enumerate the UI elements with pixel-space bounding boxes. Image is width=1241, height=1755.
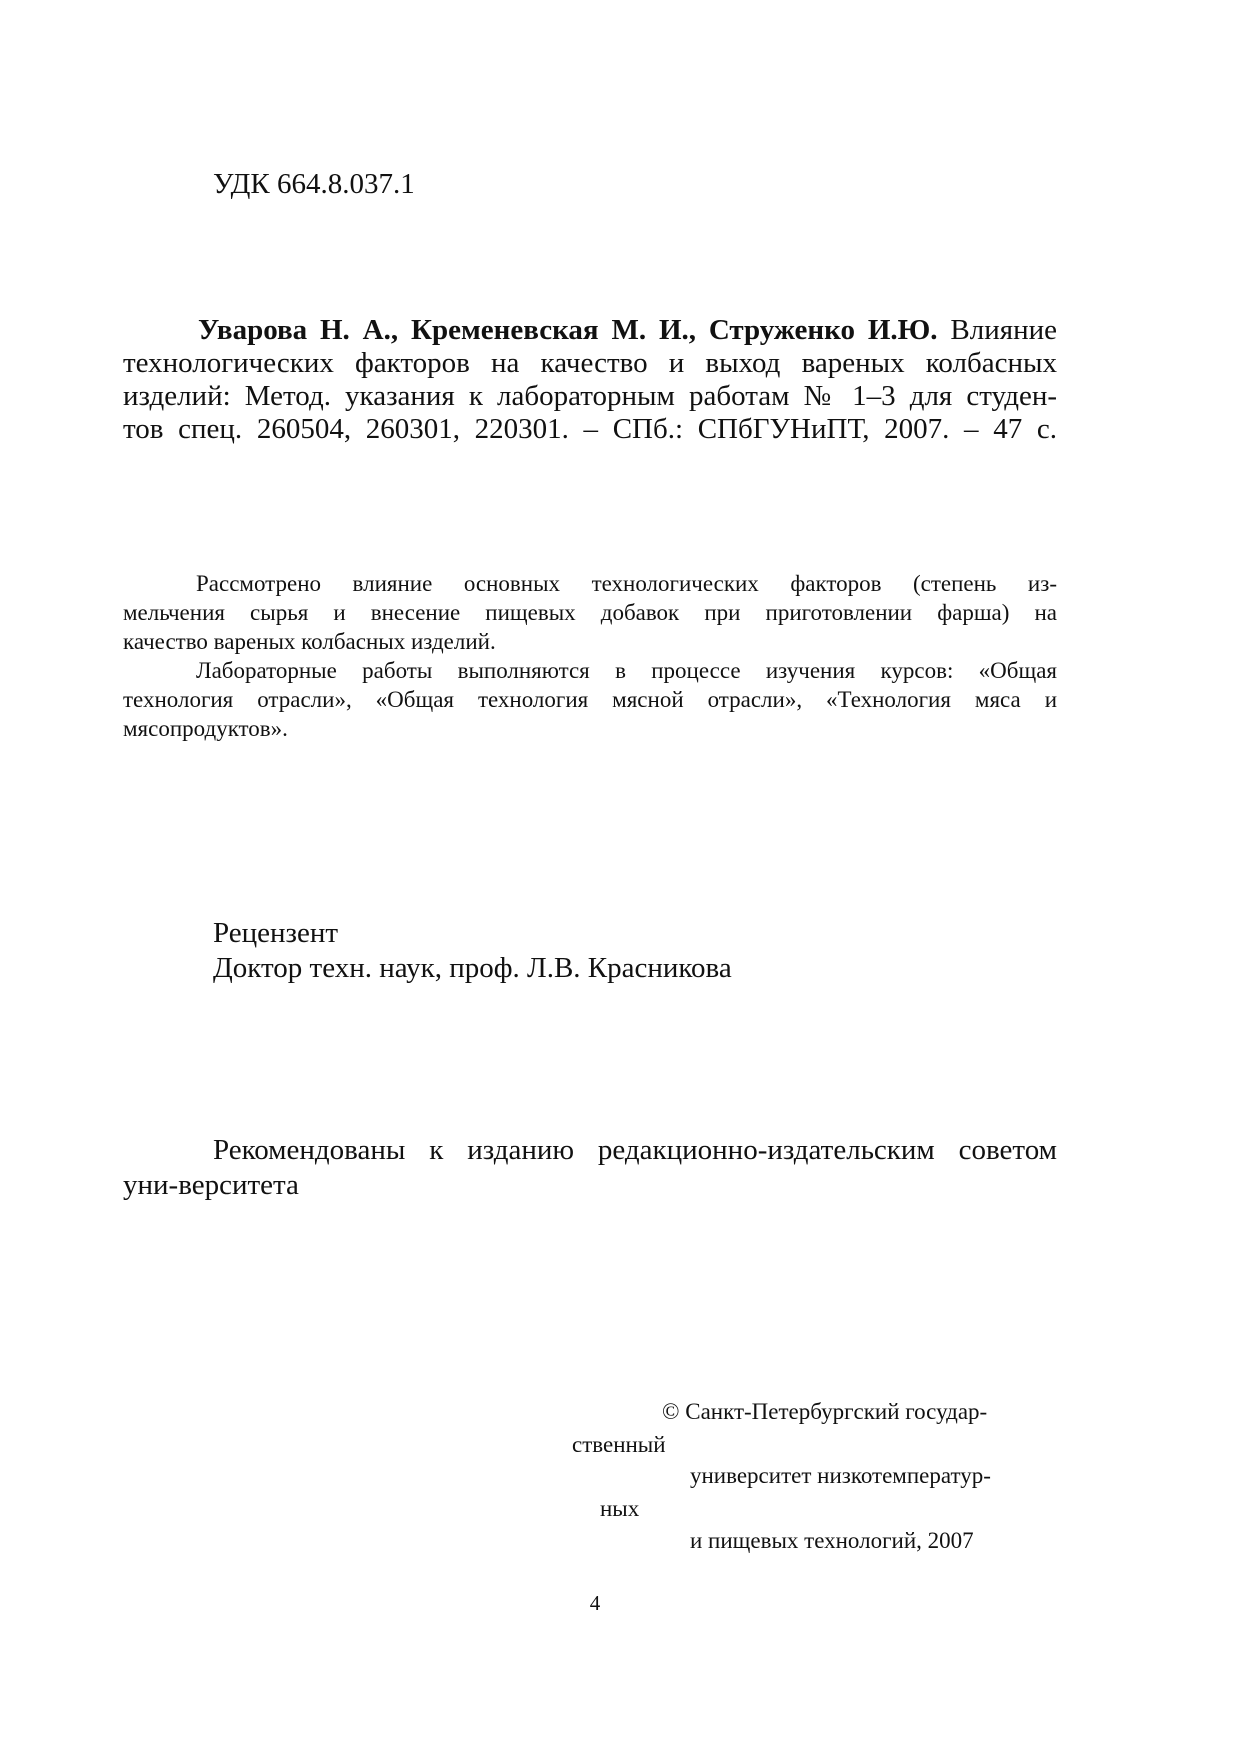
abstract-line: мясопродуктов». <box>123 716 288 741</box>
reviewer-block <box>213 917 732 985</box>
citation-line-4: тов спец. 260504, 260301, 220301. – СПб.: СПбГУНиПТ, 2007. – 47 с. <box>123 413 1057 445</box>
copyright-line-3: университет низкотемператур- <box>690 1463 991 1488</box>
abstract-line: Лабораторные работы выполняются в процессе изучения курсов: «Общая <box>196 658 1057 683</box>
abstract-line: технология отрасли», «Общая технология мясной отрасли», «Технология мяса и <box>123 687 1057 712</box>
bibliographic-citation <box>123 314 1057 446</box>
citation-line-3: изделий: Метод. указания к лабораторным работам № 1–3 для студен- <box>123 380 1057 412</box>
page-number: 4 <box>589 1591 601 1615</box>
copyright-line-5: и пищевых технологий, 2007 <box>690 1528 974 1553</box>
recommendation <box>123 1134 1057 1202</box>
copyright-line-4: ных <box>600 1496 640 1521</box>
abstract <box>123 569 1057 743</box>
citation-title-start: Влияние <box>950 314 1057 346</box>
abstract-line: Рассмотрено влияние основных технологических факторов (степень из- <box>196 571 1057 596</box>
citation-authors: Уварова Н. А., Кременевская М. И., Струженко И.Ю. <box>198 314 938 346</box>
copyright-line-2: ственный <box>572 1432 666 1457</box>
udk-code: УДК 664.8.037.1 <box>213 168 415 200</box>
recommendation-line-1: Рекомендованы к изданию редакционно-издательским советом <box>213 1134 1057 1166</box>
copyright-line-1: © Санкт-Петербургский государ- <box>662 1399 988 1424</box>
reviewer-name: Доктор техн. наук, проф. Л.В. Красникова <box>213 952 732 984</box>
citation-line-1 <box>123 314 1057 347</box>
citation-line-2: технологических факторов на качество и выход вареных колбасных <box>123 347 1057 379</box>
reviewer-label: Рецензент <box>213 917 339 949</box>
recommendation-line-2: уни-верситета <box>123 1169 299 1201</box>
abstract-line: мельчения сырья и внесение пищевых добавок при приготовлении фарша) на <box>123 600 1057 625</box>
abstract-line: качество вареных колбасных изделий. <box>123 629 496 654</box>
